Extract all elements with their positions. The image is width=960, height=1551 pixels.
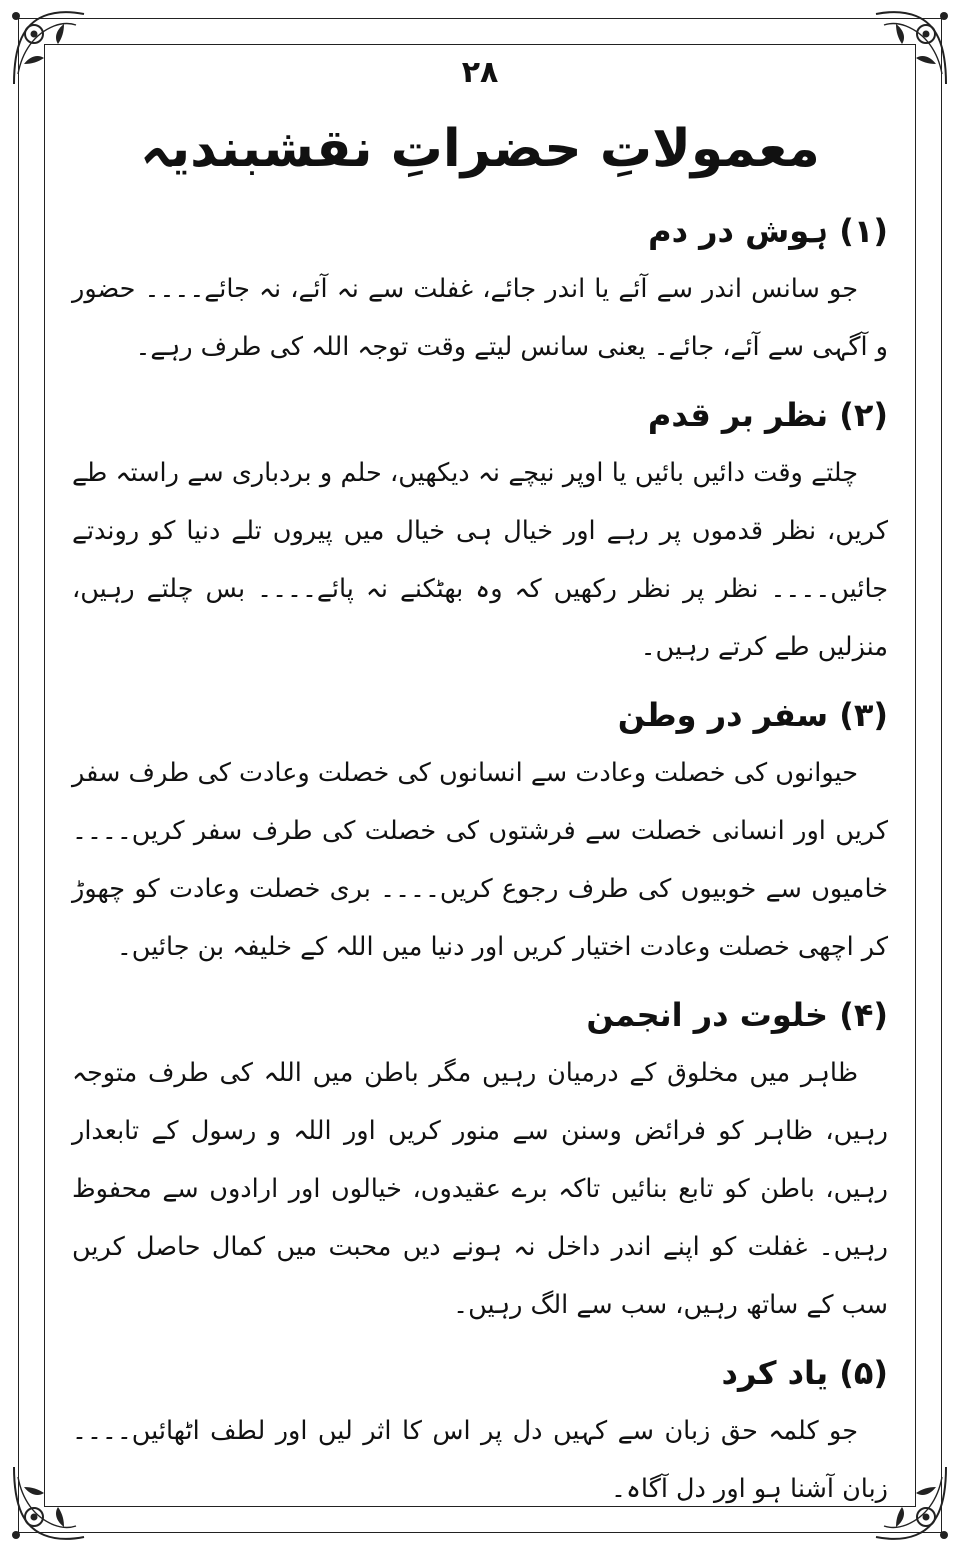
section-text: جو سانس اندر سے آئے یا اندر جائے، غفلت سے نہ آئے، نہ جائے۔۔۔۔ حضور و آگہی سے آئے، جائے۔ یعنی سانس لیتے وقت توجہ اللہ کی طرف رہے۔ [72, 274, 888, 362]
section-2 [72, 390, 888, 676]
section-text: چلتے وقت دائیں بائیں یا اوپر نیچے نہ دیکھیں، حلم و بردباری سے راستہ طے کریں، نظر قدموں پر رہے اور خیال ہی خیال میں پیروں تلے دنیا کو روندتے جائیں۔۔۔۔ نظر پر نظر رکھیں کہ وہ بھٹکنے نہ پائے۔۔۔۔ بس چلتے رہیں، منزلیں طے کرتے رہیں۔ [72, 458, 888, 662]
section-5 [72, 1348, 888, 1518]
section-heading: (۱) ہوش در دم [648, 212, 888, 250]
section-heading: (۴) خلوت در انجمن [586, 996, 888, 1034]
section-text: حیوانوں کی خصلت وعادت سے انسانوں کی خصلت وعادت کی طرف سفر کریں اور انسانی خصلت سے فرشتوں کی خصلت کی طرف سفر کریں۔۔۔۔ خامیوں سے خوبیوں کی طرف رجوع کریں۔۔۔۔ بری خصلت وعادت کو چھوڑ کر اچھی خصلت وعادت اختیار کریں اور دنیا میں اللہ کے خلیفہ بن جائیں۔ [72, 758, 888, 962]
page-content [72, 50, 888, 1504]
section-1 [72, 206, 888, 376]
section-heading: (۳) سفر در وطن [617, 696, 888, 734]
section-heading: (۵) یاد کرد [721, 1354, 888, 1392]
section-text: جو کلمہ حق زبان سے کہیں دل پر اس کا اثر لیں اور لطف اٹھائیں۔۔۔۔ زبان آشنا ہو اور دل آگاہ۔ [72, 1416, 888, 1504]
section-4 [72, 990, 888, 1334]
section-3 [72, 690, 888, 976]
page-number: ۲۸ [461, 55, 499, 90]
section-heading: (۲) نظر بر قدم [647, 396, 888, 434]
page-title: معمولاتِ حضراتِ نقشبندیہ [140, 119, 820, 179]
section-text: ظاہر میں مخلوق کے درمیان رہیں مگر باطن میں اللہ کی طرف متوجہ رہیں، ظاہر کو فرائض وسنن سے منور کریں اور اللہ و رسول کے تابعدار رہیں، باطن کو تابع بنائیں تاکہ برے عقیدوں، خیالوں اور ارادوں سے محفوظ رہیں۔ غفلت کو اپنے اندر داخل نہ ہونے دیں محبت میں کمال حاصل کریں سب کے ساتھ رہیں، سب سے الگ رہیں۔ [72, 1058, 888, 1320]
